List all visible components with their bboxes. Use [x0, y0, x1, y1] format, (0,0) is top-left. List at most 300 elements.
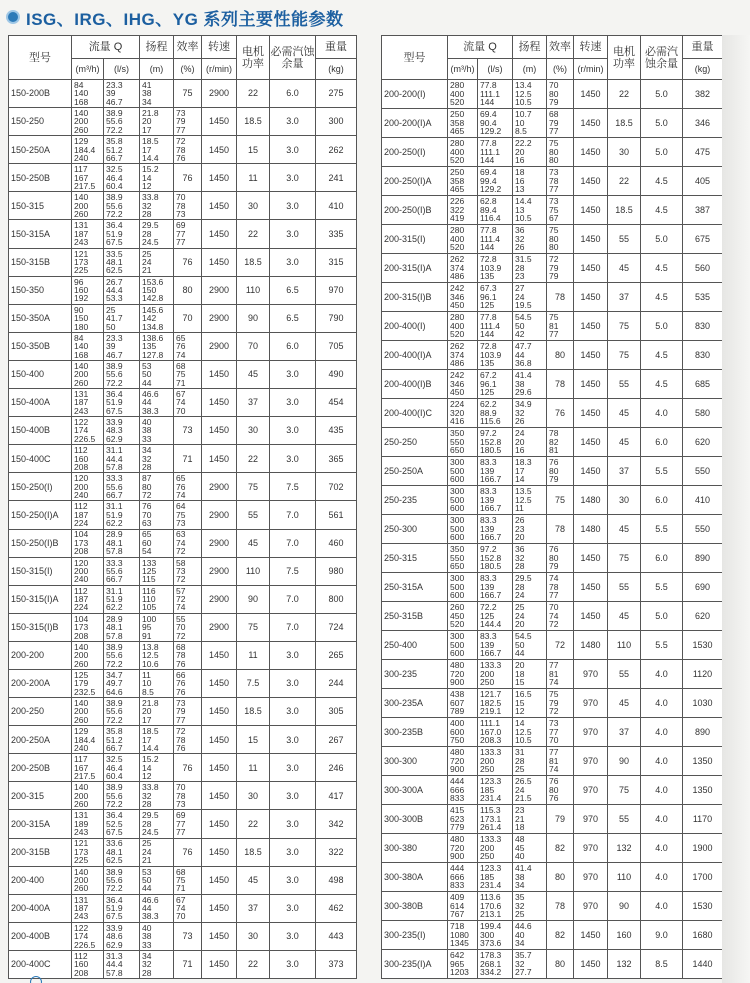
cell-h: 44.6 40 34: [513, 921, 547, 950]
cell-speed: 1450: [202, 894, 237, 922]
cell-speed: 1450: [202, 726, 237, 754]
cell-q: 718 1080 1345: [448, 921, 478, 950]
cell-eff: 75: [547, 486, 574, 515]
cell-model: 200-250(I)B: [382, 196, 448, 225]
cell-h: 54.5 50 44: [513, 631, 547, 660]
cell-npsh: 4.0: [641, 660, 683, 689]
cell-ls: 67.3 96.1 125: [478, 283, 513, 312]
cell-npsh: 6.0: [641, 544, 683, 573]
cell-npsh: 4.5: [641, 254, 683, 283]
cell-npsh: 3.0: [270, 894, 316, 922]
cell-weight: 275: [316, 80, 357, 108]
cell-q: 125 179 232.5: [72, 669, 104, 697]
cell-model: 200-200: [9, 641, 72, 669]
cell-speed: 2900: [202, 304, 237, 332]
cell-weight: 550: [683, 515, 723, 544]
cell-power: 22: [237, 80, 270, 108]
cell-weight: 300: [316, 108, 357, 136]
cell-power: 37: [237, 389, 270, 417]
table-row: [382, 486, 723, 515]
cell-eff: 69 77 77: [174, 220, 202, 248]
cell-model: 300-300: [382, 747, 448, 776]
cell-q: 438 607 789: [448, 689, 478, 718]
cell-speed: 1450: [574, 457, 608, 486]
table-row: [382, 776, 723, 805]
cell-speed: 1450: [574, 167, 608, 196]
cell-weight: 1530: [683, 631, 723, 660]
cell-power: 37: [237, 894, 270, 922]
cell-h: 41.4 38 29.6: [513, 370, 547, 399]
cell-model: 200-250: [9, 698, 72, 726]
cell-speed: 1450: [202, 220, 237, 248]
cell-h: 14 12.5 10.5: [513, 718, 547, 747]
table-row: [9, 698, 357, 726]
cell-q: 131 189 243: [72, 810, 104, 838]
cell-eff: 55 70 72: [174, 613, 202, 641]
cell-weight: 1700: [683, 863, 723, 892]
cell-eff: 76: [174, 248, 202, 276]
cell-h: 48 45 40: [513, 834, 547, 863]
cell-power: 22: [608, 167, 641, 196]
cell-model: 200-400B: [9, 922, 72, 950]
cell-npsh: 3.0: [270, 838, 316, 866]
cell-speed: 1450: [202, 445, 237, 473]
cell-eff: 66 76 76: [174, 669, 202, 697]
cell-eff: 80: [547, 341, 574, 370]
table-row: [382, 428, 723, 457]
table-row: [9, 782, 357, 810]
cell-h: 65 60 54: [140, 529, 174, 557]
cell-h: 26.5 24 21.5: [513, 776, 547, 805]
table-row: [382, 805, 723, 834]
header-weight-unit: (kg): [316, 59, 357, 80]
cell-ls: 26.7 44.4 53.3: [104, 276, 140, 304]
table-row: [382, 689, 723, 718]
cell-power: 22: [237, 950, 270, 978]
header-eff-unit: (%): [547, 59, 574, 80]
table-row: [9, 304, 357, 332]
cell-model: 200-250(I): [382, 138, 448, 167]
cell-h: 87 80 72: [140, 473, 174, 501]
cell-weight: 387: [683, 196, 723, 225]
cell-speed: 970: [574, 747, 608, 776]
table-row: [382, 109, 723, 138]
cell-npsh: 6.0: [270, 80, 316, 108]
cell-speed: 1450: [202, 669, 237, 697]
cell-weight: 970: [316, 276, 357, 304]
cell-weight: 1120: [683, 660, 723, 689]
cell-speed: 1450: [202, 389, 237, 417]
cell-speed: 1450: [574, 428, 608, 457]
cell-h: 47.7 44 36.8: [513, 341, 547, 370]
table-row: [382, 602, 723, 631]
cell-model: 250-250: [382, 428, 448, 457]
cell-model: 200-250B: [9, 754, 72, 782]
cell-model: 300-235(I)A: [382, 950, 448, 979]
cell-eff: 68 75 71: [174, 360, 202, 388]
cell-weight: 1440: [683, 950, 723, 979]
cell-npsh: 4.0: [641, 776, 683, 805]
cell-ls: 32.5 46.4 60.4: [104, 164, 140, 192]
cell-weight: 580: [683, 399, 723, 428]
cell-h: 18 16 13: [513, 167, 547, 196]
cell-weight: 1030: [683, 689, 723, 718]
cell-h: 34 32 28: [140, 950, 174, 978]
cell-eff: 76 80 79: [547, 544, 574, 573]
cell-power: 75: [608, 341, 641, 370]
header-power: 电机功率: [608, 36, 641, 80]
cell-npsh: 5.0: [641, 602, 683, 631]
cell-power: 30: [237, 417, 270, 445]
cell-model: 300-380A: [382, 863, 448, 892]
cell-model: 150-315(I): [9, 557, 72, 585]
cell-eff: 68 75 71: [174, 866, 202, 894]
cell-ls: 33.6 48.1 62.5: [104, 838, 140, 866]
cell-ls: 97.2 152.8 180.5: [478, 544, 513, 573]
cell-npsh: 3.0: [270, 108, 316, 136]
cell-q: 96 160 192: [72, 276, 104, 304]
cell-speed: 2900: [202, 557, 237, 585]
cell-q: 140 200 260: [72, 108, 104, 136]
cell-eff: 71: [174, 445, 202, 473]
cell-model: 150-200B: [9, 80, 72, 108]
cell-ls: 36.4 52.5 67.5: [104, 810, 140, 838]
cell-q: 140 200 260: [72, 360, 104, 388]
cell-h: 25 24 21: [140, 248, 174, 276]
cell-model: 200-315B: [9, 838, 72, 866]
cell-weight: 800: [316, 585, 357, 613]
cell-npsh: 3.0: [270, 950, 316, 978]
cell-weight: 373: [316, 950, 357, 978]
table-row: [9, 838, 357, 866]
cell-ls: 69.4 99.4 129.2: [478, 167, 513, 196]
cell-weight: 454: [316, 389, 357, 417]
cell-h: 13.4 12.5 10.5: [513, 80, 547, 109]
header-flow-m3h: (m³/h): [448, 59, 478, 80]
cell-weight: 1680: [683, 921, 723, 950]
cell-npsh: 4.0: [641, 399, 683, 428]
table-row: [9, 389, 357, 417]
cell-h: 33.8 32 28: [140, 782, 174, 810]
header-head: 扬程: [513, 36, 547, 59]
cell-h: 33.8 32 28: [140, 192, 174, 220]
cell-h: 34 32 28: [140, 445, 174, 473]
table-row: [382, 370, 723, 399]
cell-ls: 33.9 48.6 62.9: [104, 922, 140, 950]
table-row: [9, 360, 357, 388]
cell-npsh: 4.0: [641, 805, 683, 834]
header-model: 型号: [9, 36, 72, 80]
table-row: [382, 747, 723, 776]
cell-ls: 115.3 173.1 261.4: [478, 805, 513, 834]
cell-speed: 2900: [202, 529, 237, 557]
cell-h: 22.2 20 16: [513, 138, 547, 167]
cell-eff: 80: [174, 276, 202, 304]
cell-npsh: 7.0: [270, 613, 316, 641]
cell-weight: 980: [316, 557, 357, 585]
cell-ls: 123.3 185 231.4: [478, 776, 513, 805]
cell-q: 260 450 520: [448, 602, 478, 631]
cell-model: 150-400B: [9, 417, 72, 445]
cell-eff: 67 74 70: [174, 389, 202, 417]
cell-speed: 1450: [574, 312, 608, 341]
cell-weight: 1350: [683, 747, 723, 776]
cell-h: 18.3 17 14: [513, 457, 547, 486]
cell-ls: 36.4 51.9 67.5: [104, 894, 140, 922]
cell-model: 200-400(I)A: [382, 341, 448, 370]
cell-npsh: 7.0: [270, 501, 316, 529]
cell-q: 112 160 208: [72, 445, 104, 473]
cell-h: 46.6 44 38.3: [140, 389, 174, 417]
cell-model: 300-235(I): [382, 921, 448, 950]
cell-power: 110: [608, 631, 641, 660]
cell-speed: 1450: [574, 602, 608, 631]
cell-power: 75: [237, 473, 270, 501]
cell-npsh: 3.0: [270, 164, 316, 192]
cell-speed: 1450: [202, 698, 237, 726]
cell-ls: 77.8 111.4 144: [478, 312, 513, 341]
table-row: [382, 834, 723, 863]
cell-q: 280 400 520: [448, 80, 478, 109]
cell-h: 76 70 63: [140, 501, 174, 529]
cell-h: 27 24 19.5: [513, 283, 547, 312]
cell-power: 18.5: [608, 196, 641, 225]
cell-npsh: 3.0: [270, 192, 316, 220]
cell-h: 18.5 17 14.4: [140, 136, 174, 164]
cell-h: 13.5 12.5 11: [513, 486, 547, 515]
title-bullet-icon: [6, 10, 20, 24]
cell-weight: 405: [683, 167, 723, 196]
cell-ls: 97.2 152.8 180.5: [478, 428, 513, 457]
cell-h: 138.6 135 127.8: [140, 332, 174, 360]
cell-weight: 702: [316, 473, 357, 501]
header-weight: 重量: [683, 36, 723, 59]
cell-model: 300-300B: [382, 805, 448, 834]
cell-npsh: 7.0: [270, 529, 316, 557]
table-row: [9, 557, 357, 585]
cell-npsh: 7.5: [270, 557, 316, 585]
cell-npsh: 4.0: [641, 863, 683, 892]
cell-q: 129 184.4 240: [72, 726, 104, 754]
cell-npsh: 4.5: [641, 283, 683, 312]
cell-power: 30: [608, 138, 641, 167]
title-bar: [0, 0, 750, 34]
header-speed: 转速: [202, 36, 237, 59]
cell-speed: 2900: [202, 276, 237, 304]
cell-weight: 724: [316, 613, 357, 641]
cell-weight: 675: [683, 225, 723, 254]
table-row: [382, 196, 723, 225]
cell-speed: 970: [574, 689, 608, 718]
cell-weight: 705: [316, 332, 357, 360]
cell-ls: 35.8 51.2 66.7: [104, 726, 140, 754]
cell-model: 200-315(I)A: [382, 254, 448, 283]
cell-h: 18.5 17 14.4: [140, 726, 174, 754]
header-head-unit: (m): [513, 59, 547, 80]
table-row: [382, 138, 723, 167]
cell-model: 150-350: [9, 276, 72, 304]
cell-npsh: 5.5: [641, 631, 683, 660]
cell-speed: 1450: [574, 921, 608, 950]
cell-model: 200-400(I)C: [382, 399, 448, 428]
table-row: [9, 866, 357, 894]
cell-power: 55: [608, 225, 641, 254]
cell-power: 45: [608, 689, 641, 718]
cell-speed: 1450: [574, 399, 608, 428]
cell-eff: 70 80 79: [547, 80, 574, 109]
table-row: [382, 544, 723, 573]
table-row: [9, 922, 357, 950]
header-flow: 流量 Q: [72, 36, 140, 59]
cell-power: 90: [237, 585, 270, 613]
cell-npsh: 4.0: [641, 718, 683, 747]
cell-h: 13.8 12.5 10.6: [140, 641, 174, 669]
cell-npsh: 3.0: [270, 389, 316, 417]
cell-power: 30: [237, 922, 270, 950]
cell-power: 37: [608, 283, 641, 312]
cell-speed: 1450: [574, 370, 608, 399]
cell-q: 140 200 260: [72, 641, 104, 669]
cell-speed: 1450: [202, 950, 237, 978]
bottom-circle-icon: [30, 976, 42, 983]
cell-q: 262 374 486: [448, 341, 478, 370]
cell-q: 300 500 600: [448, 515, 478, 544]
cell-power: 75: [608, 544, 641, 573]
cell-h: 40 38 33: [140, 922, 174, 950]
cell-ls: 36.4 51.9 67.5: [104, 220, 140, 248]
cell-npsh: 5.5: [641, 515, 683, 544]
cell-q: 350 550 650: [448, 428, 478, 457]
cell-speed: 2900: [202, 501, 237, 529]
cell-h: 133 125 115: [140, 557, 174, 585]
cell-weight: 241: [316, 164, 357, 192]
cell-ls: 31.1 44.4 57.8: [104, 445, 140, 473]
table-row: [9, 108, 357, 136]
cell-power: 37: [608, 718, 641, 747]
cell-eff: 64 75 73: [174, 501, 202, 529]
cell-model: 300-235: [382, 660, 448, 689]
cell-ls: 25 41.7 50: [104, 304, 140, 332]
cell-q: 242 346 450: [448, 283, 478, 312]
cell-power: 15: [237, 726, 270, 754]
cell-speed: 1450: [202, 754, 237, 782]
cell-npsh: 3.0: [270, 360, 316, 388]
cell-h: 145.6 142 134.8: [140, 304, 174, 332]
cell-speed: 1480: [574, 631, 608, 660]
cell-npsh: 6.5: [270, 304, 316, 332]
cell-ls: 69.4 90.4 129.2: [478, 109, 513, 138]
cell-speed: 1450: [574, 341, 608, 370]
cell-ls: 133.3 200 250: [478, 747, 513, 776]
cell-h: 31.5 28 23: [513, 254, 547, 283]
header-head: 扬程: [140, 36, 174, 59]
cell-h: 40 38 33: [140, 417, 174, 445]
cell-ls: 113.6 170.6 213.1: [478, 892, 513, 921]
cell-weight: 1530: [683, 892, 723, 921]
cell-npsh: 3.0: [270, 136, 316, 164]
cell-npsh: 5.0: [641, 312, 683, 341]
header-speed: 转速: [574, 36, 608, 59]
table-row: [382, 950, 723, 979]
cell-power: 55: [237, 501, 270, 529]
cell-power: 18.5: [237, 248, 270, 276]
cell-q: 84 140 168: [72, 332, 104, 360]
cell-power: 30: [237, 192, 270, 220]
cell-model: 200-400(I): [382, 312, 448, 341]
cell-weight: 322: [316, 838, 357, 866]
cell-eff: 69 77 77: [174, 810, 202, 838]
cell-model: 200-200A: [9, 669, 72, 697]
cell-speed: 1450: [574, 254, 608, 283]
cell-h: 54.5 50 42: [513, 312, 547, 341]
performance-table-right: [381, 35, 723, 979]
cell-eff: 76: [174, 838, 202, 866]
cell-eff: 72 79 79: [547, 254, 574, 283]
header-head-unit: (m): [140, 59, 174, 80]
header-power: 电机功率: [237, 36, 270, 80]
cell-speed: 970: [574, 718, 608, 747]
table-row: [9, 417, 357, 445]
cell-h: 25 24 21: [140, 838, 174, 866]
cell-h: 116 110 105: [140, 585, 174, 613]
cell-ls: 72.8 103.9 135: [478, 341, 513, 370]
cell-power: 18.5: [237, 108, 270, 136]
cell-h: 29.5 28 24.5: [140, 220, 174, 248]
cell-power: 90: [608, 892, 641, 921]
cell-speed: 1450: [574, 80, 608, 109]
cell-model: 200-200(I): [382, 80, 448, 109]
cell-npsh: 3.0: [270, 248, 316, 276]
cell-weight: 561: [316, 501, 357, 529]
cell-eff: 68 79 77: [547, 109, 574, 138]
cell-model: 200-400C: [9, 950, 72, 978]
cell-eff: 78: [547, 892, 574, 921]
cell-npsh: 6.0: [641, 428, 683, 457]
cell-speed: 1450: [202, 248, 237, 276]
cell-power: 18.5: [237, 698, 270, 726]
cell-ls: 31.3 44.4 57.8: [104, 950, 140, 978]
cell-eff: 57 72 74: [174, 585, 202, 613]
cell-npsh: 4.0: [641, 834, 683, 863]
cell-ls: 38.9 55.6 72.2: [104, 192, 140, 220]
cell-speed: 970: [574, 892, 608, 921]
cell-q: 444 666 833: [448, 776, 478, 805]
cell-power: 75: [608, 312, 641, 341]
cell-weight: 685: [683, 370, 723, 399]
cell-power: 45: [237, 529, 270, 557]
cell-h: 15.2 14 12: [140, 164, 174, 192]
cell-weight: 620: [683, 428, 723, 457]
cell-speed: 1450: [574, 109, 608, 138]
cell-ls: 38.9 55.6 72.2: [104, 641, 140, 669]
cell-eff: 80: [547, 863, 574, 892]
cell-power: 30: [608, 486, 641, 515]
cell-power: 55: [608, 370, 641, 399]
cell-q: 140 200 260: [72, 782, 104, 810]
cell-power: 22: [237, 445, 270, 473]
cell-npsh: 4.5: [641, 167, 683, 196]
cell-h: 35 32 25: [513, 892, 547, 921]
cell-npsh: 4.0: [641, 689, 683, 718]
cell-ls: 38.9 55.6 72.2: [104, 866, 140, 894]
cell-npsh: 9.0: [641, 921, 683, 950]
cell-speed: 1450: [202, 136, 237, 164]
cell-model: 200-315(I): [382, 225, 448, 254]
header-flow-m3h: (m³/h): [72, 59, 104, 80]
cell-power: 160: [608, 921, 641, 950]
cell-power: 55: [608, 805, 641, 834]
cell-model: 150-315(I)A: [9, 585, 72, 613]
